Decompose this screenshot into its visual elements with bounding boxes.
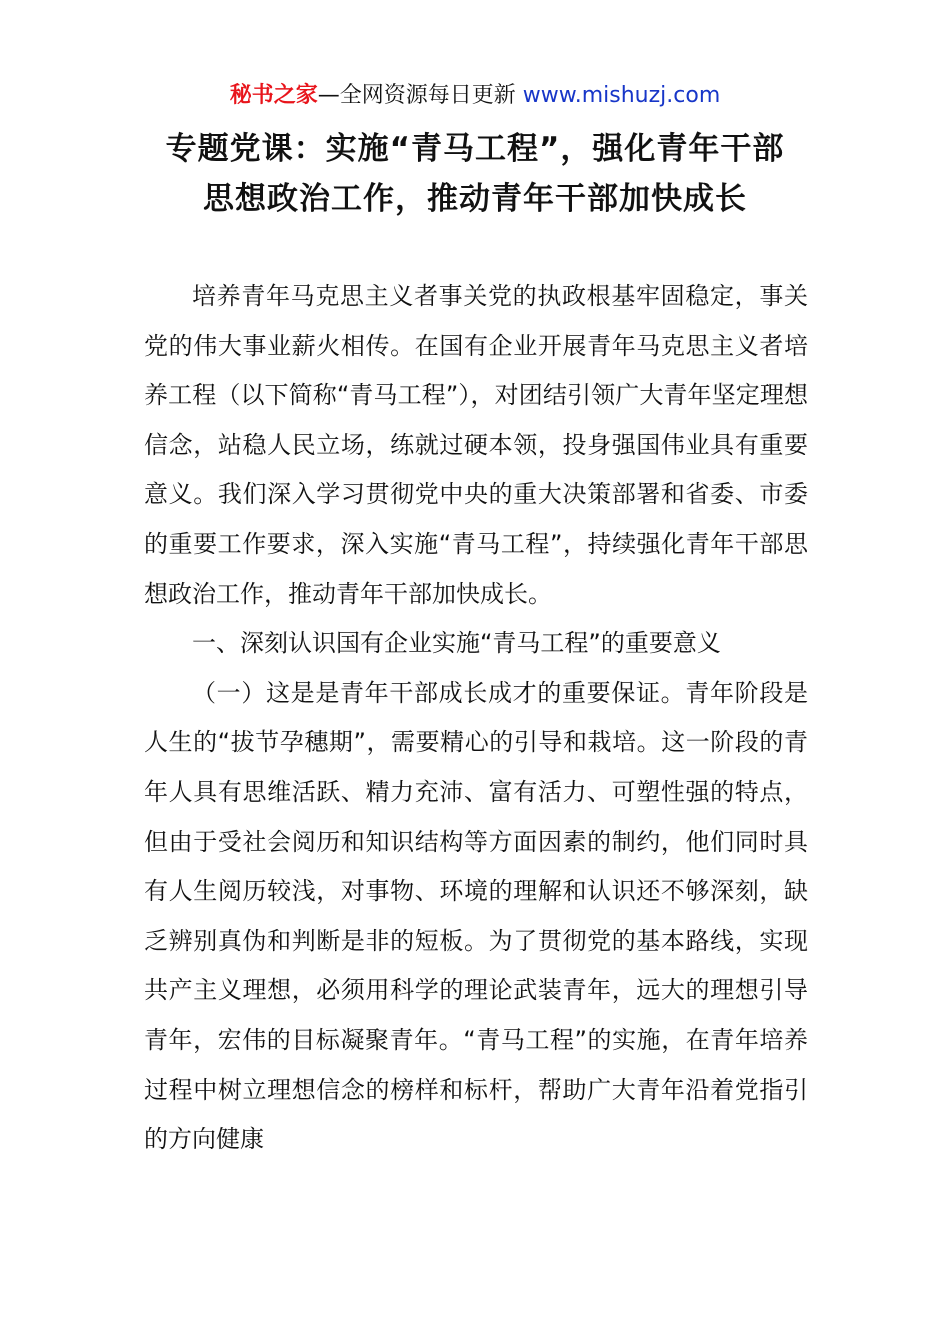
site-name: 秘书之家	[229, 83, 318, 108]
document-body	[144, 272, 808, 1165]
site-header	[0, 78, 950, 114]
site-tagline: —全网资源每日更新	[317, 83, 523, 108]
intro-paragraph: 培养青年马克思主义者事关党的执政根基牢固稳定，事关党的伟大事业薪火相传。在国有企业开展青年马克思主义者培养工程（以下简称“青马工程”），对团结引领广大青年坚定理想信念，站稳人民立场，练就过硬本领，投身强国伟业具有重要意义。我们深入学习贯彻党中央的重大决策部署和省委、市委的重要工作要求，深入实施“青马工程”，持续强化青年干部思想政治工作，推动青年干部加快成长。	[144, 282, 808, 608]
section-paragraph: （一）这是是青年干部成长成才的重要保证。青年阶段是人生的“拔节孕穗期”，需要精心的引导和栽培。这一阶段的青年人具有思维活跃、精力充沛、富有活力、可塑性强的特点，但由于受社会阅历和知识结构等方面因素的制约，他们同时具有人生阅历较浅，对事物、环境的理解和认识还不够深刻，缺乏辨别真伪和判断是非的短板。为了贯彻党的基本路线，实现共产主义理想，必须用科学的理论武装青年，远大的理想引导青年，宏伟的目标凝聚青年。“青马工程”的实施，在青年培养过程中树立理想信念的榜样和标杆，帮助广大青年沿着党指引的方向健康	[144, 678, 808, 1154]
document-title	[100, 124, 850, 224]
title-line-2: 思想政治工作，推动青年干部加快成长	[203, 181, 747, 217]
title-line-1: 专题党课：实施“青马工程”，强化青年干部	[165, 131, 785, 167]
section-heading: 一、深刻认识国有企业实施“青马工程”的重要意义	[192, 629, 721, 658]
site-url-link[interactable]: www.mishuzj.com	[522, 83, 721, 108]
